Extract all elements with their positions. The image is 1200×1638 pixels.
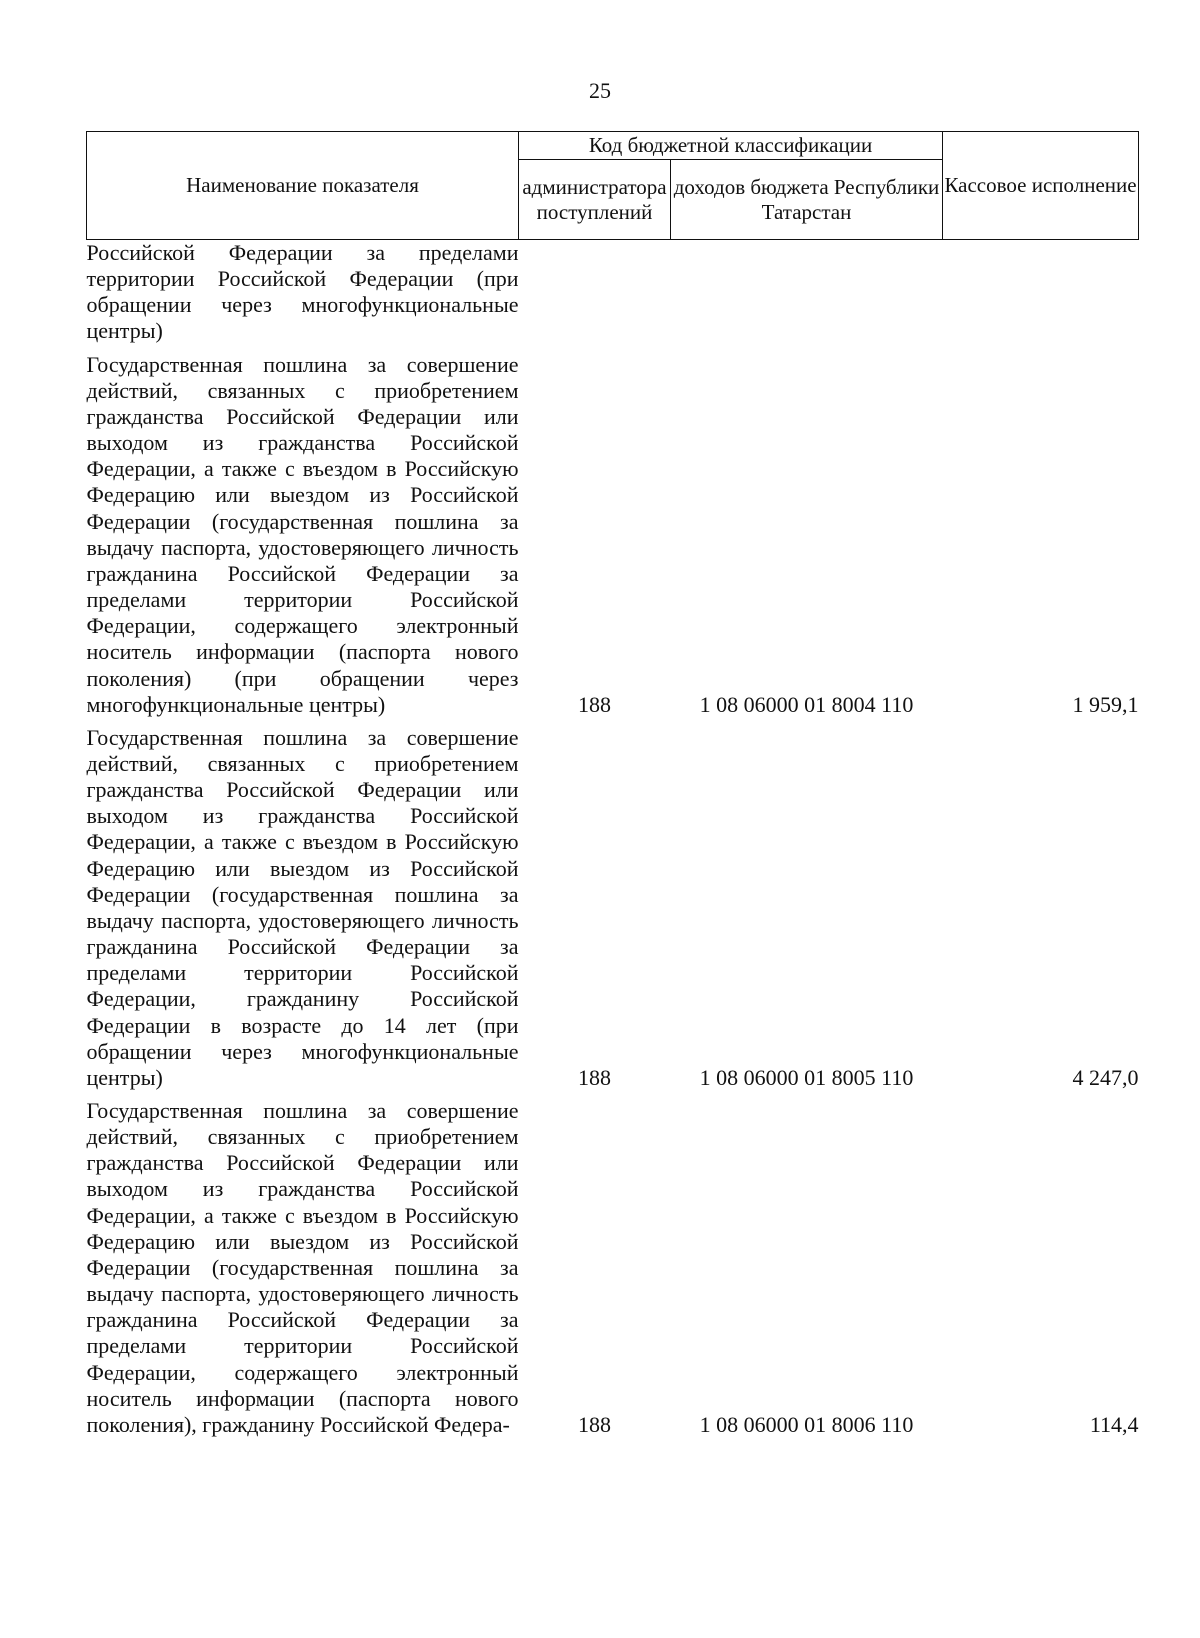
table-header: [87, 132, 1139, 240]
cash-execution-amount: 1 959,1: [1072, 691, 1139, 717]
indicator-name: Российской Федерации за пределами территории Российской Федерации (при обращении через многофункциональные центры): [86, 240, 519, 344]
header-administrator: администратора поступлений: [519, 160, 671, 240]
header-name: Наименование показателя: [87, 132, 519, 240]
page-number: 25: [589, 78, 611, 103]
administrator-code: 188: [578, 1411, 611, 1437]
table-row: [87, 1098, 1139, 1438]
cash-execution-amount: 114,4: [1089, 1411, 1139, 1437]
table-body: [87, 240, 1139, 1439]
table-row: [87, 352, 1139, 718]
budget-classification-code: 1 08 06000 01 8005 110: [699, 1064, 914, 1090]
administrator-code: 188: [578, 1064, 611, 1090]
header-budget-income: доходов бюджета Республики Татарстан: [671, 160, 943, 240]
budget-classification-code: 1 08 06000 01 8006 110: [699, 1411, 914, 1437]
budget-classification-code: 1 08 06000 01 8004 110: [699, 691, 914, 717]
administrator-code: 188: [578, 691, 611, 717]
budget-table: [86, 131, 1139, 1438]
cash-execution-amount: 4 247,0: [1072, 1064, 1139, 1090]
header-classification-code: Код бюджетной классификации: [519, 132, 943, 160]
indicator-name: Государственная пошлина за совершение действий, связанных с приобретением гражданства Российской Федерации или выходом из гражданства Российской Федерации, а также с въездом в Российскую Федерацию или выездом из Российской Федерации (государственная пошлина за выдачу паспорта, удостоверяющего личность гражданина Российской Федерации за пределами территории Российской Федерации, гражданину Российской Федерации в возрасте до 14 лет (при обращении через многофункциональные центры): [86, 724, 519, 1090]
header-cash-execution: Кассовое исполнение: [943, 132, 1139, 240]
indicator-name: Государственная пошлина за совершение действий, связанных с приобретением гражданства Российской Федерации или выходом из гражданства Российской Федерации, а также с въездом в Российскую Федерацию или выездом из Российской Федерации (государственная пошлина за выдачу паспорта, удостоверяющего личность гражданина Российской Федерации за пределами территории Российской Федерации, содержащего электронный носитель информации (паспорта нового поколения), гражданину Российской Федера-: [86, 1098, 519, 1437]
administrator-code: [519, 240, 671, 345]
indicator-name: Государственная пошлина за совершение действий, связанных с приобретением гражданства Российской Федерации или выходом из гражданства Российской Федерации, а также с въездом в Российскую Федерацию или выездом из Российской Федерации (государственная пошлина за выдачу паспорта, удостоверяющего личность гражданина Российской Федерации за пределами территории Российской Федерации, содержащего электронный носитель информации (паспорта нового поколения) (при обращении через многофункциональные центры): [86, 351, 519, 717]
table-row: [87, 725, 1139, 1091]
budget-classification-code: [671, 240, 943, 345]
cash-execution-amount: [943, 240, 1139, 345]
table-row: [87, 240, 1139, 345]
